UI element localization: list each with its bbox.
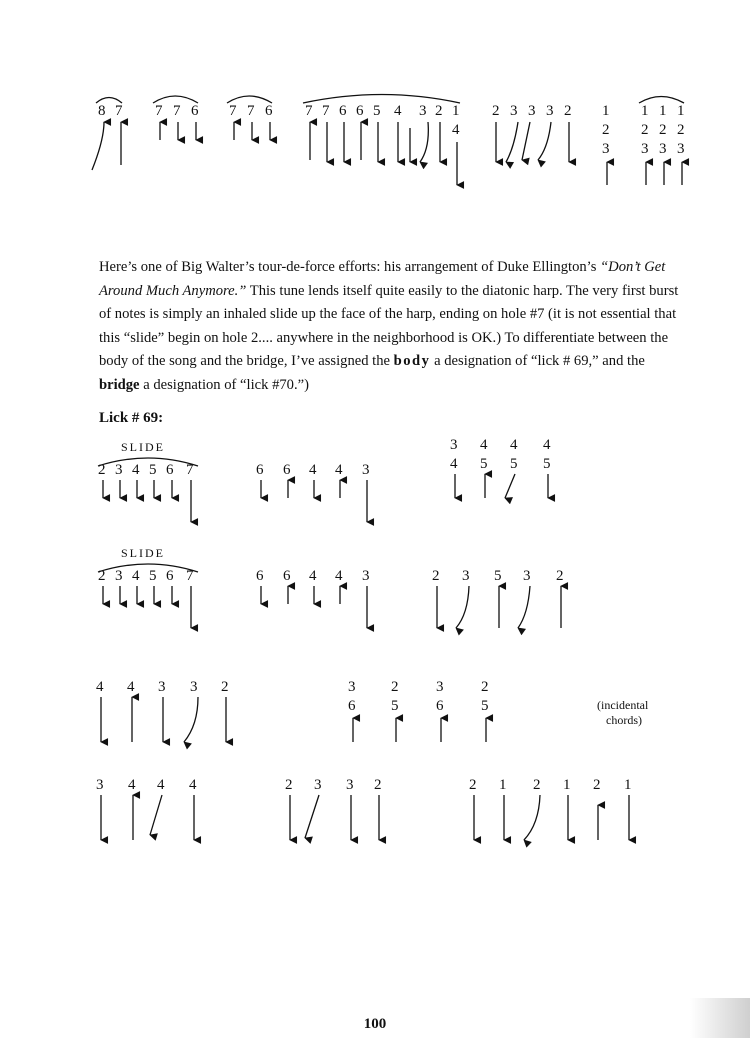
tab-note: 3 xyxy=(158,679,166,695)
tab-note: 7 xyxy=(186,568,194,584)
tab-note: 1 xyxy=(563,777,571,793)
tab-numbers xyxy=(96,777,632,793)
tab-note: 4 xyxy=(510,437,518,453)
tab-note: 5 xyxy=(373,103,381,119)
tab-note: 4 xyxy=(452,122,460,138)
tab-note: 7 xyxy=(322,103,330,119)
slide-slur xyxy=(98,564,198,572)
slide-label: SLIDE xyxy=(121,440,165,454)
tab-note: 2 xyxy=(677,122,685,138)
tab-note: 4 xyxy=(128,777,136,793)
tab-note: 3 xyxy=(450,437,458,453)
tab-note: 2 xyxy=(374,777,382,793)
tab-note: 5 xyxy=(149,462,157,478)
tab-note: 4 xyxy=(189,777,197,793)
tab-note: 5 xyxy=(494,568,502,584)
paragraph-text: This tune lends itself quite easily to the diatonic harp. The very first burst of notes is simply an inhaled slide up the face of the harp, ending on hole #7 (it is not essential that this “slide” begin on hole 2.... anywhere in the neighborhood is OK.) To differentiate between the body of the song and the bridge, I’ve assigned the xyxy=(99,282,679,370)
tab-note: 6 xyxy=(339,103,347,119)
tab-note: 3 xyxy=(348,679,356,695)
tab-note: 3 xyxy=(528,103,536,119)
tab-note: 8 xyxy=(98,103,106,119)
tab-note: 7 xyxy=(155,103,163,119)
tab-note: 4 xyxy=(309,568,317,584)
tab-numbers xyxy=(98,437,551,478)
tab-note: 5 xyxy=(543,456,551,472)
tab-note: 7 xyxy=(305,103,313,119)
tab-row-2 xyxy=(98,546,564,628)
slide-label: SLIDE xyxy=(121,546,165,560)
tab-note: 3 xyxy=(96,777,104,793)
tab-note: 4 xyxy=(132,462,140,478)
tab-note: 6 xyxy=(356,103,364,119)
tab-note: 1 xyxy=(659,103,667,119)
tab-note: 2 xyxy=(481,679,489,695)
phrase-slurs xyxy=(96,95,684,104)
incidental-chords-note: (incidental xyxy=(597,698,649,712)
tab-note: 4 xyxy=(157,777,165,793)
tab-note: 6 xyxy=(191,103,199,119)
tab-note: 2 xyxy=(593,777,601,793)
tab-note: 7 xyxy=(247,103,255,119)
tab-note: 2 xyxy=(533,777,541,793)
tab-row-3 xyxy=(96,679,649,742)
tab-note: 3 xyxy=(510,103,518,119)
tab-note: 3 xyxy=(602,141,610,157)
breath-arrows xyxy=(101,795,629,840)
tab-note: 2 xyxy=(98,462,106,478)
tab-note: 2 xyxy=(469,777,477,793)
tab-note: 2 xyxy=(641,122,649,138)
tab-row-1 xyxy=(98,437,551,522)
tab-note: 3 xyxy=(659,141,667,157)
tab-note: 6 xyxy=(256,568,264,584)
tab-note: 4 xyxy=(309,462,317,478)
breath-arrows xyxy=(103,586,561,628)
tab-note: 2 xyxy=(98,568,106,584)
tab-note: 2 xyxy=(602,122,610,138)
tab-note: 4 xyxy=(480,437,488,453)
tab-note: 2 xyxy=(659,122,667,138)
tab-note: 6 xyxy=(436,698,444,714)
tab-note: 3 xyxy=(436,679,444,695)
tab-note: 4 xyxy=(335,568,343,584)
tab-note: 6 xyxy=(283,462,291,478)
tab-note: 4 xyxy=(127,679,135,695)
page-number: 100 xyxy=(363,1016,387,1032)
tab-note: 5 xyxy=(481,698,489,714)
tab-note: 7 xyxy=(173,103,181,119)
tab-note: 3 xyxy=(462,568,470,584)
tab-note: 5 xyxy=(480,456,488,472)
tab-note: 1 xyxy=(452,103,460,119)
tab-note: 5 xyxy=(510,456,518,472)
paragraph-text: Here’s one of Big Walter’s tour-de-force efforts: his arrangement of Duke Ellington’s xyxy=(99,259,601,275)
tab-note: 7 xyxy=(186,462,194,478)
breath-arrows xyxy=(92,122,682,185)
tab-note: 6 xyxy=(283,568,291,584)
tab-note: 3 xyxy=(523,568,531,584)
tab-row-top xyxy=(92,95,685,186)
tab-note: 5 xyxy=(391,698,399,714)
tab-note: 3 xyxy=(346,777,354,793)
incidental-chords-note: chords) xyxy=(606,713,642,727)
tab-note: 2 xyxy=(391,679,399,695)
lick-heading: Lick # 69: xyxy=(99,410,164,426)
breath-arrows xyxy=(101,697,486,742)
tab-note: 3 xyxy=(314,777,322,793)
song-title: “Don’t Get Around Much Anymore.” xyxy=(99,259,666,299)
tab-note: 3 xyxy=(362,462,370,478)
tab-note: 2 xyxy=(285,777,293,793)
tab-note: 3 xyxy=(677,141,685,157)
paragraph-text: a designation of “lick # 69,” and the xyxy=(430,353,645,370)
tab-note: 7 xyxy=(229,103,237,119)
tab-note: 6 xyxy=(348,698,356,714)
tab-note: 6 xyxy=(166,462,174,478)
body-term: body xyxy=(393,353,431,370)
body-paragraph xyxy=(99,256,679,398)
tab-note: 2 xyxy=(564,103,572,119)
tab-note: 4 xyxy=(394,103,402,119)
tab-numbers xyxy=(98,568,564,584)
tab-note: 2 xyxy=(435,103,443,119)
tab-note: 1 xyxy=(641,103,649,119)
tab-note: 3 xyxy=(641,141,649,157)
tab-note: 2 xyxy=(221,679,229,695)
tab-note: 1 xyxy=(677,103,685,119)
tab-note: 6 xyxy=(166,568,174,584)
tab-note: 3 xyxy=(362,568,370,584)
breath-arrows xyxy=(103,474,548,522)
tab-note: 1 xyxy=(499,777,507,793)
tab-note: 5 xyxy=(149,568,157,584)
slide-slur xyxy=(98,458,198,466)
tab-note: 3 xyxy=(419,103,427,119)
bridge-term: bridge xyxy=(99,376,140,393)
tab-note: 1 xyxy=(602,103,610,119)
tab-note: 4 xyxy=(132,568,140,584)
tab-note: 7 xyxy=(115,103,123,119)
tab-note: 4 xyxy=(96,679,104,695)
tab-note: 4 xyxy=(450,456,458,472)
tab-note: 3 xyxy=(546,103,554,119)
tab-note: 4 xyxy=(335,462,343,478)
paragraph-text: a designation of “lick #70.”) xyxy=(139,376,309,393)
tab-note: 4 xyxy=(543,437,551,453)
tab-note: 2 xyxy=(492,103,500,119)
tab-numbers xyxy=(96,679,489,714)
tab-numbers xyxy=(98,103,685,157)
tab-note: 6 xyxy=(256,462,264,478)
tab-note: 3 xyxy=(115,462,123,478)
tab-note: 3 xyxy=(190,679,198,695)
tab-note: 1 xyxy=(624,777,632,793)
tab-note: 2 xyxy=(432,568,440,584)
tab-note: 2 xyxy=(556,568,564,584)
tab-row-4 xyxy=(96,777,632,840)
tab-note: 6 xyxy=(265,103,273,119)
tab-note: 3 xyxy=(115,568,123,584)
